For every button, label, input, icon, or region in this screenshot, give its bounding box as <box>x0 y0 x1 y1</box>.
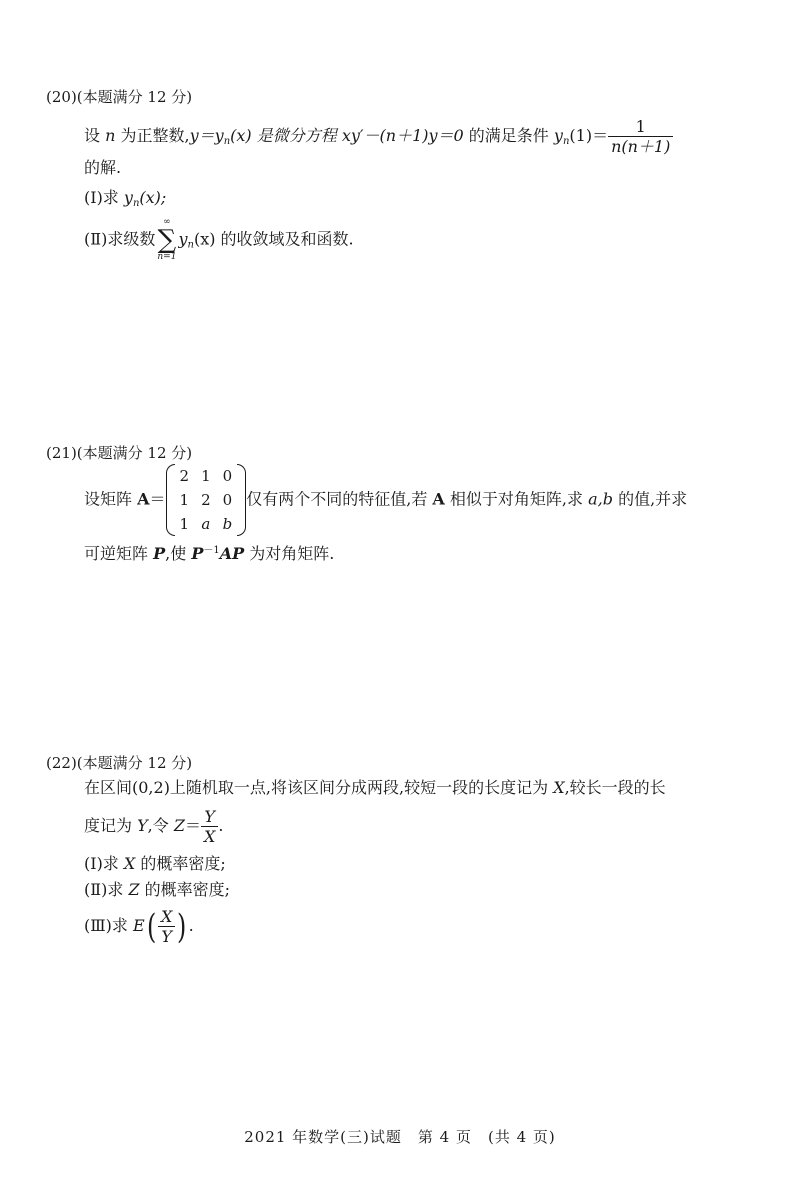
sum-symbol <box>157 218 176 262</box>
matrix-A <box>166 464 247 536</box>
left-paren <box>166 464 175 536</box>
q22-text: ,令 <box>147 816 174 836</box>
q20-text: 为正整数, <box>115 126 190 146</box>
q22-text: . <box>188 916 194 936</box>
matrix-cell: b <box>222 514 233 533</box>
matrix-AP: AP <box>219 544 245 563</box>
q21-text: 为对角矩阵. <box>244 544 335 563</box>
q22-line2 <box>84 808 223 845</box>
q22-part3-label: (Ⅲ)求 <box>84 916 134 936</box>
q22-line1 <box>84 780 666 796</box>
page-footer: 2021 年数学(三)试题 第 4 页 (共 4 页) <box>244 1128 556 1146</box>
matrix-cell: 1 <box>179 490 190 509</box>
matrix-name: A <box>432 489 445 509</box>
frac-num: Y <box>204 807 215 826</box>
frac-den: X <box>201 826 218 846</box>
q21-eq: ＝ <box>149 489 166 509</box>
q22-eq: ＝ <box>184 816 201 836</box>
expectation-E: E <box>133 916 145 936</box>
q20-sub: n <box>223 136 231 148</box>
q20-part2-tail: (x) 的收敛域及和函数. <box>193 229 354 249</box>
q20-part2 <box>84 218 354 262</box>
matrix-cell: 2 <box>179 466 190 485</box>
q22-part1 <box>84 856 226 872</box>
q20-text: (x) 是微分方程 <box>230 126 342 146</box>
q22-fraction <box>201 808 218 845</box>
q22-part1-text: 的概率密度; <box>135 854 226 873</box>
right-paren <box>237 464 246 536</box>
q21-text: 可逆矩阵 <box>84 544 154 563</box>
q20-part2-label: (Ⅱ)求级数 <box>84 229 156 249</box>
q20-sub: n <box>132 198 140 209</box>
q22-text: ,较长一段的长 <box>564 778 666 797</box>
q20-diff-eq: xy′－(n＋1)y＝0 <box>341 126 464 146</box>
q20-part1-label: (Ⅰ)求 <box>84 188 124 207</box>
q20-header: (20)(本题满分 12 分) <box>46 88 193 106</box>
q20-frac-num: 1 <box>635 117 646 136</box>
q21-text: 的值,并求 <box>612 489 688 509</box>
matrix-name: A <box>137 489 150 509</box>
matrix-cell: 0 <box>222 466 233 485</box>
q21-text: 仅有两个不同的特征值,若 <box>246 489 433 509</box>
var-Z: Z <box>128 880 140 899</box>
q21-header: (21)(本题满分 12 分) <box>46 444 193 462</box>
q20-frac-den: n(n＋1) <box>608 136 673 156</box>
var-Y: Y <box>137 816 148 836</box>
q22-part3 <box>84 908 194 945</box>
q21-stem <box>84 464 687 536</box>
q22-text: . <box>218 816 224 836</box>
right-paren: ) <box>177 906 187 947</box>
q20-eq: y＝y <box>189 126 224 146</box>
q22-text: 在区间(0,2)上随机取一点,将该区间分成两段,较短一段的长度记为 <box>84 778 554 797</box>
var-X: X <box>553 778 565 797</box>
q20-text: 设 <box>84 126 106 146</box>
var-Z: Z <box>173 816 185 836</box>
q22-part2-text: 的概率密度; <box>139 880 231 899</box>
q21-line2 <box>84 546 334 562</box>
q20-sub: n <box>562 136 570 148</box>
matrix-cell: 1 <box>179 514 190 533</box>
sum-upper: ∞ <box>163 217 171 227</box>
sum-lower: n=1 <box>157 252 177 262</box>
q20-sub: n <box>187 239 194 251</box>
inverse-exp: －1 <box>203 545 220 556</box>
q20-cond: (1)＝ <box>569 126 609 146</box>
matrix-cell: 2 <box>201 490 211 509</box>
left-paren: ( <box>146 906 156 947</box>
matrix-row <box>174 488 239 512</box>
q22-part1-label: (Ⅰ)求 <box>84 854 124 873</box>
q20-var-n: n <box>105 126 116 146</box>
frac-num: X <box>160 907 173 926</box>
q21-text: 设矩阵 <box>84 489 138 509</box>
q20-part1-expr: y <box>123 188 133 207</box>
matrix-cell: 0 <box>222 490 233 509</box>
q22-text: 度记为 <box>84 816 138 836</box>
q20-part2-expr: y <box>178 229 188 249</box>
q22-header: (22)(本题满分 12 分) <box>46 754 193 772</box>
frac-den: Y <box>158 926 175 946</box>
q21-text: ,使 <box>165 544 192 563</box>
matrix-row <box>174 512 239 536</box>
q21-text: 相似于对角矩阵,求 <box>444 489 589 509</box>
matrix-cell: a <box>201 514 211 533</box>
q20-cond: y <box>553 126 563 146</box>
q20-fraction <box>608 118 673 155</box>
q20-text: 的满足条件 <box>463 126 554 146</box>
q20-part1-tail: (x); <box>139 188 167 207</box>
sigma-icon: ∑ <box>157 225 177 255</box>
matrix-cell: 1 <box>201 466 211 485</box>
q22-part2 <box>84 882 230 898</box>
q22-part2-label: (Ⅱ)求 <box>84 880 129 899</box>
matrix-row <box>174 464 239 488</box>
matrix-P-inv: P <box>191 544 204 563</box>
q20-stem-end: 的解. <box>84 158 122 177</box>
q22-part3-fraction <box>158 908 175 945</box>
matrix-P: P <box>153 544 166 563</box>
q20-part1 <box>84 190 166 209</box>
var-X: X <box>123 854 136 873</box>
q20-stem <box>84 118 673 155</box>
q21-vars: a,b <box>588 489 613 509</box>
